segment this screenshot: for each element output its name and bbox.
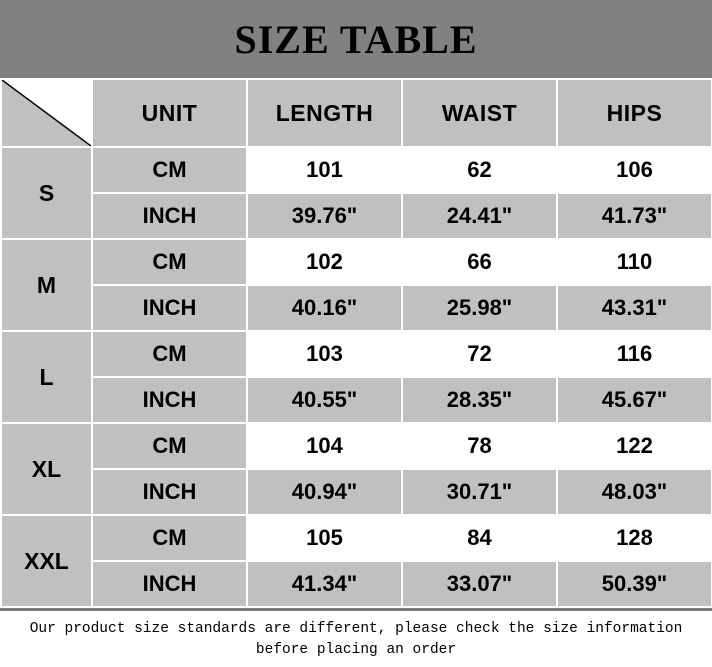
table-row <box>1 377 712 423</box>
column-header-waist: WAIST <box>402 79 557 147</box>
value-waist: 62 <box>402 147 557 193</box>
value-length: 105 <box>247 515 402 561</box>
value-hips: 48.03" <box>557 469 712 515</box>
size-label-l: L <box>1 331 92 423</box>
value-waist: 84 <box>402 515 557 561</box>
value-hips: 41.73" <box>557 193 712 239</box>
value-hips: 106 <box>557 147 712 193</box>
unit-label: CM <box>92 147 247 193</box>
table-row <box>1 239 712 285</box>
table-row <box>1 423 712 469</box>
table-row <box>1 331 712 377</box>
unit-label: INCH <box>92 193 247 239</box>
size-table <box>0 78 712 608</box>
unit-label: INCH <box>92 377 247 423</box>
table-row <box>1 147 712 193</box>
table-row <box>1 285 712 331</box>
value-length: 40.94" <box>247 469 402 515</box>
value-length: 39.76" <box>247 193 402 239</box>
value-waist: 30.71" <box>402 469 557 515</box>
table-row <box>1 561 712 607</box>
value-hips: 110 <box>557 239 712 285</box>
value-hips: 43.31" <box>557 285 712 331</box>
column-header-unit: UNIT <box>92 79 247 147</box>
unit-label: CM <box>92 239 247 285</box>
table-header-row <box>1 79 712 147</box>
value-waist: 28.35" <box>402 377 557 423</box>
size-label-xxl: XXL <box>1 515 92 607</box>
unit-label: CM <box>92 331 247 377</box>
footer-line-2: before placing an order <box>255 642 457 659</box>
column-header-hips: HIPS <box>557 79 712 147</box>
value-waist: 24.41" <box>402 193 557 239</box>
table-row <box>1 515 712 561</box>
footer-line-1: Our product size standards are different, please check the size information <box>29 621 683 637</box>
page-title: SIZE TABLE <box>234 16 478 62</box>
unit-label: INCH <box>92 561 247 607</box>
unit-label: CM <box>92 423 247 469</box>
size-label-m: M <box>1 239 92 331</box>
unit-label: INCH <box>92 469 247 515</box>
value-hips: 116 <box>557 331 712 377</box>
table-row <box>1 193 712 239</box>
value-waist: 66 <box>402 239 557 285</box>
table-row <box>1 469 712 515</box>
value-hips: 45.67" <box>557 377 712 423</box>
size-label-s: S <box>1 147 92 239</box>
value-length: 104 <box>247 423 402 469</box>
value-length: 102 <box>247 239 402 285</box>
value-length: 41.34" <box>247 561 402 607</box>
value-hips: 122 <box>557 423 712 469</box>
size-label-xl: XL <box>1 423 92 515</box>
value-length: 40.55" <box>247 377 402 423</box>
unit-label: CM <box>92 515 247 561</box>
value-hips: 128 <box>557 515 712 561</box>
value-waist: 72 <box>402 331 557 377</box>
unit-label: INCH <box>92 285 247 331</box>
value-length: 40.16" <box>247 285 402 331</box>
value-waist: 25.98" <box>402 285 557 331</box>
value-waist: 78 <box>402 423 557 469</box>
value-length: 103 <box>247 331 402 377</box>
column-header-length: LENGTH <box>247 79 402 147</box>
title-bar <box>0 0 712 78</box>
footer-note <box>0 608 712 667</box>
value-hips: 50.39" <box>557 561 712 607</box>
diagonal-divider-icon <box>2 80 91 146</box>
value-length: 101 <box>247 147 402 193</box>
value-waist: 33.07" <box>402 561 557 607</box>
corner-cell <box>1 79 92 147</box>
